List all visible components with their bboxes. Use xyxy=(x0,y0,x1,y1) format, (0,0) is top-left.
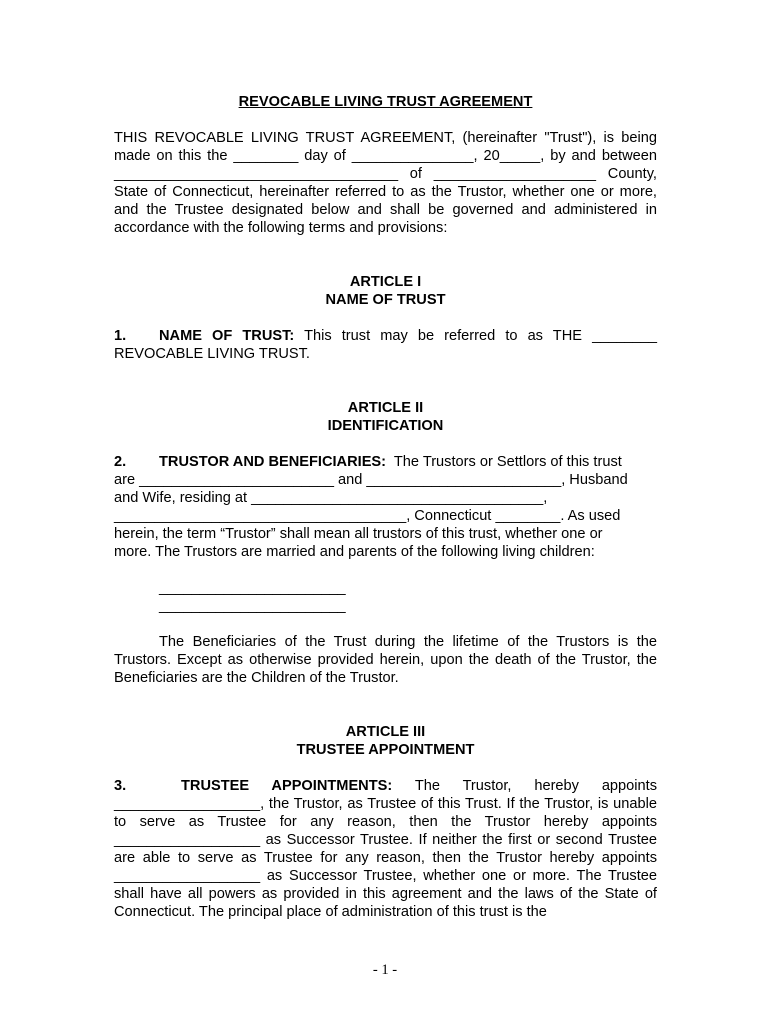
section-3-number: 3. xyxy=(114,778,127,794)
section-2-line-2: are ________________________ and ________________________, Husband xyxy=(114,472,628,488)
article-3-paragraph xyxy=(114,777,657,921)
section-2-line-4 xyxy=(114,507,657,525)
intro-rest: State of Connecticut, hereinafter referred to as the Trustor, whether one or more, and the Trustee designated below and shall be governed and administered in accordance with the following terms and provisions: xyxy=(114,184,657,236)
article-2-number: ARTICLE II xyxy=(347,400,424,416)
child-blank-2: _______________________ xyxy=(159,598,346,614)
section-1-number: 1. xyxy=(114,328,127,344)
article-2-title: IDENTIFICATION xyxy=(327,418,444,434)
section-2-line-1 xyxy=(114,453,641,471)
section-2-line-6: more. The Trustors are married and parents of the following living children: xyxy=(114,544,595,560)
document-title: REVOCABLE LIVING TRUST AGREEMENT xyxy=(238,94,533,110)
residence-blank: ____________________________________, Connecticut xyxy=(114,508,492,524)
intro-blank-name: ___________________________________ of xyxy=(114,166,422,182)
article-1-title: NAME OF TRUST xyxy=(325,292,446,308)
article-3-number: ARTICLE III xyxy=(345,724,426,740)
section-2-label: TRUSTOR AND BENEFICIARIES: xyxy=(159,454,387,470)
section-1-label: NAME OF TRUST: xyxy=(159,328,295,344)
intro-line-2: made on this the ________ day of _______________, 20_____, by and between xyxy=(114,148,657,164)
section-2-line-3: and Wife, residing at ____________________________________, xyxy=(114,490,548,506)
section-1-blank: ________ xyxy=(592,328,657,344)
section-3-text: The Trustor, hereby appoints __________________, the Trustor, as Trustee of this Trust. If the Trustor, is unable to serve as Trustee for any reason, then the Trustor hereby appoints __________________ as Successor Trustee. If neither the first or second Trustee are able to serve as Trustee for any reason, then the Trustor hereby appoints __________________ as Successor Trustee, whether one or more. The Trustee shall have all powers as provided in this agreement and the laws of the State of Connecticut. The principal place of administration of this trust is the xyxy=(114,778,657,920)
section-2-number: 2. xyxy=(114,454,127,470)
article-3-heading xyxy=(114,723,657,759)
intro-blank-county: ____________________ County, xyxy=(433,166,657,182)
beneficiaries-paragraph: The Beneficiaries of the Trust during the lifetime of the Trustors is the Trustors. Except as otherwise provided herein, upon the death of the Trustor, the Beneficiaries are the Children of the Trustor. xyxy=(114,634,657,686)
section-2-line-4-tail: . As used xyxy=(560,508,621,524)
article-1-paragraph xyxy=(114,327,657,345)
page-number: - 1 - xyxy=(372,962,398,978)
zip-blank: ________ xyxy=(495,508,561,524)
section-3-label: TRUSTEE APPOINTMENTS: xyxy=(181,778,393,794)
intro-line-3 xyxy=(114,165,657,183)
section-2-text: The Trustors or Settlors of this trust xyxy=(393,454,622,470)
section-2-line-5: herein, the term “Trustor” shall mean all trustors of this trust, whether one or xyxy=(114,526,603,542)
section-1-text-2: REVOCABLE LIVING TRUST. xyxy=(114,346,310,362)
intro-line-1: THIS REVOCABLE LIVING TRUST AGREEMENT, (hereinafter "Trust"), is being xyxy=(114,130,657,146)
child-blank-1: _______________________ xyxy=(159,580,346,596)
article-1-heading xyxy=(114,273,657,309)
article-1-number: ARTICLE I xyxy=(349,274,422,290)
document-page xyxy=(114,93,657,921)
section-1-text: This trust may be referred to as THE xyxy=(304,328,582,344)
article-3-title: TRUSTEE APPOINTMENT xyxy=(296,742,475,758)
article-2-heading xyxy=(114,399,657,435)
